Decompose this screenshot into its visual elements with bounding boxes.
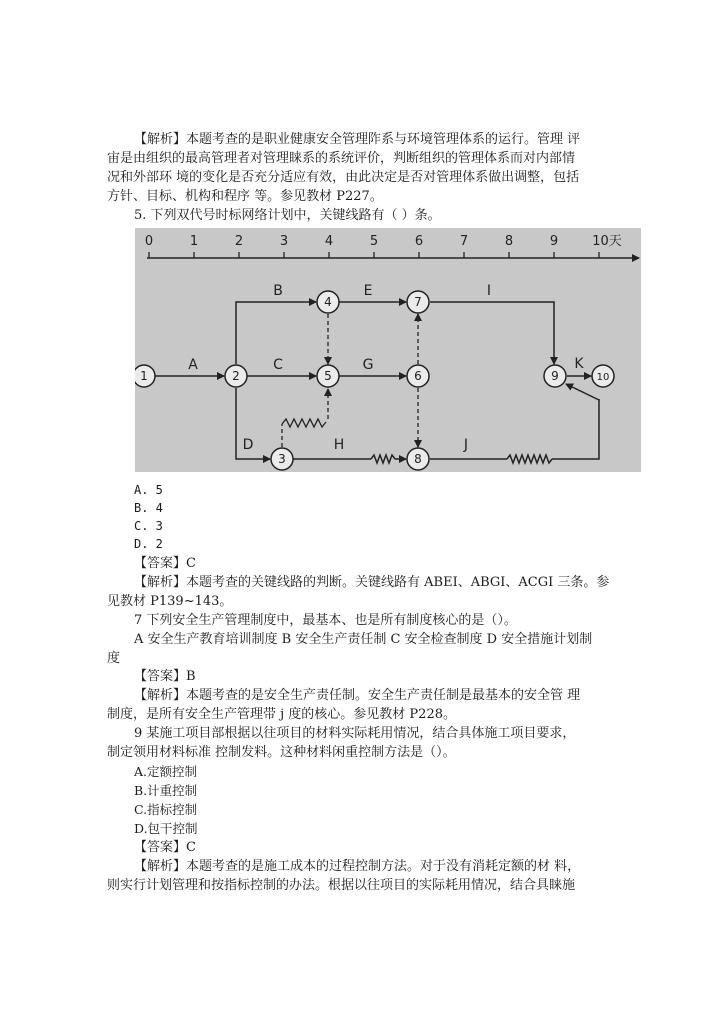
node-label-8: 8: [414, 452, 422, 466]
paragraph-analysis-q4-line2: 宙是由组织的最高管理者对管理睐系的系统评价，判断组织的管理体系而对内部情: [107, 151, 576, 166]
scale-label-9: 9: [549, 234, 559, 249]
scale-label-4: 4: [324, 234, 334, 249]
q5-answer: 【答案】C: [134, 556, 196, 571]
activity-label-i: I: [486, 283, 492, 299]
activity-label-c: C: [273, 357, 283, 373]
time-ticks: [149, 252, 599, 258]
activity-label-e: E: [363, 283, 373, 299]
node-label-1: 1: [140, 369, 148, 383]
q9-stem-line2: 制定领用材料标准 控制发料。这种材料闲重控制方法是（）。: [107, 745, 456, 760]
paragraph-analysis-q4-line4: 方针、目标、机构和程序 等。参见教材 P227。: [107, 189, 383, 204]
q9-option-d: D.包干控制: [134, 821, 198, 836]
q5-analysis-line1: 【解析】本题考查的关键线路的判断。关键线路有 ABEI、ABGI、ACGI 三条。参: [134, 575, 610, 590]
scale-label-7: 7: [459, 234, 469, 249]
q7-answer: 【答案】B: [134, 669, 196, 684]
node-label-7: 7: [414, 295, 422, 309]
scale-label-10: 10天: [592, 234, 622, 249]
dummy-3-5-wavy: [282, 419, 326, 427]
node-label-9: 9: [551, 369, 559, 383]
q9-analysis-line1: 【解析】本题考查的是施工成本的过程控制方法。对于没有消耗定额的材 料，: [134, 859, 581, 874]
q5-analysis-line2: 见教材 P139~143。: [107, 594, 233, 609]
scale-label-5: 5: [369, 234, 379, 249]
q5-option-b: B. 4: [134, 501, 163, 515]
arrow-h-wavy: [371, 455, 395, 463]
q7-analysis-line1: 【解析】本题考查的是安全生产责任制。安全生产责任制是最基本的安全管 理: [134, 688, 581, 703]
q5-option-d: D. 2: [134, 537, 163, 551]
q9-option-a: A.定额控制: [134, 764, 198, 779]
arrow-i: [430, 302, 554, 364]
q7-options-line2: 度: [107, 651, 121, 666]
q7-analysis-line2: 制度，是所有安全生产管理带 j 度的核心。参见教材 P228。: [107, 707, 456, 722]
node-label-5: 5: [324, 369, 332, 383]
q7-stem: 7 下列安全生产管理制度中，最基本、也是所有制度核心的是（）。: [134, 613, 517, 628]
q5-option-c: C. 3: [134, 519, 163, 533]
arrow-j-rise: [552, 399, 599, 459]
arrow-j-end: [566, 384, 599, 400]
scale-label-6: 6: [414, 234, 424, 249]
q9-option-c: C.指标控制: [134, 802, 198, 817]
scale-label-8: 8: [504, 234, 514, 249]
q7-options-line1: A 安全生产教育培训制度 B 安全生产责任制 C 安全检查制度 D 安全措施计划制: [134, 632, 593, 647]
arrow-b: [236, 302, 316, 364]
activity-label-h: H: [333, 437, 345, 453]
activity-label-g: G: [362, 357, 374, 373]
q9-option-b: B.计重控制: [134, 783, 198, 798]
activity-label-k: K: [574, 356, 584, 372]
activity-label-a: A: [188, 357, 198, 373]
q9-answer: 【答案】C: [134, 840, 196, 855]
scale-label-0: 0: [144, 234, 154, 249]
scale-label-1: 1: [189, 234, 199, 249]
paragraph-analysis-q4-line1: 【解析】本题考查的是职业健康安全管理阼系与环境管理体系的运行。管理 评: [134, 132, 581, 147]
activity-label-d: D: [242, 437, 254, 453]
node-label-4: 4: [324, 295, 332, 309]
scale-label-2: 2: [234, 234, 244, 249]
scale-label-3: 3: [279, 234, 289, 249]
network-diagram: [135, 228, 641, 472]
paragraph-analysis-q4-line3: 况和外部环 境的变化是否充分适应有效，由此决定是否对管理体系做出调整，包括: [107, 170, 580, 185]
q9-stem-line1: 9 某施工项目部根据以往项目的材料实际耗用情况，结合具体施工项目要求，: [134, 726, 576, 741]
node-label-2: 2: [232, 369, 240, 383]
question-5-stem: 5. 下列双代号时标网络计划中，关键线路有（ ）条。: [134, 208, 441, 223]
q9-analysis-line2: 则实行计划管理和按指标控制的办法。根据以往项目的实际耗用情况，结合具睐施: [107, 878, 576, 893]
network-diagram-figure: [135, 228, 641, 472]
node-label-3: 3: [278, 452, 286, 466]
q5-option-a: A. 5: [134, 483, 163, 497]
node-label-10: 10: [596, 372, 610, 383]
activity-label-b: B: [273, 283, 283, 299]
node-label-6: 6: [414, 369, 422, 383]
activity-label-j: J: [463, 437, 469, 453]
arrow-j-wavy: [507, 455, 552, 463]
